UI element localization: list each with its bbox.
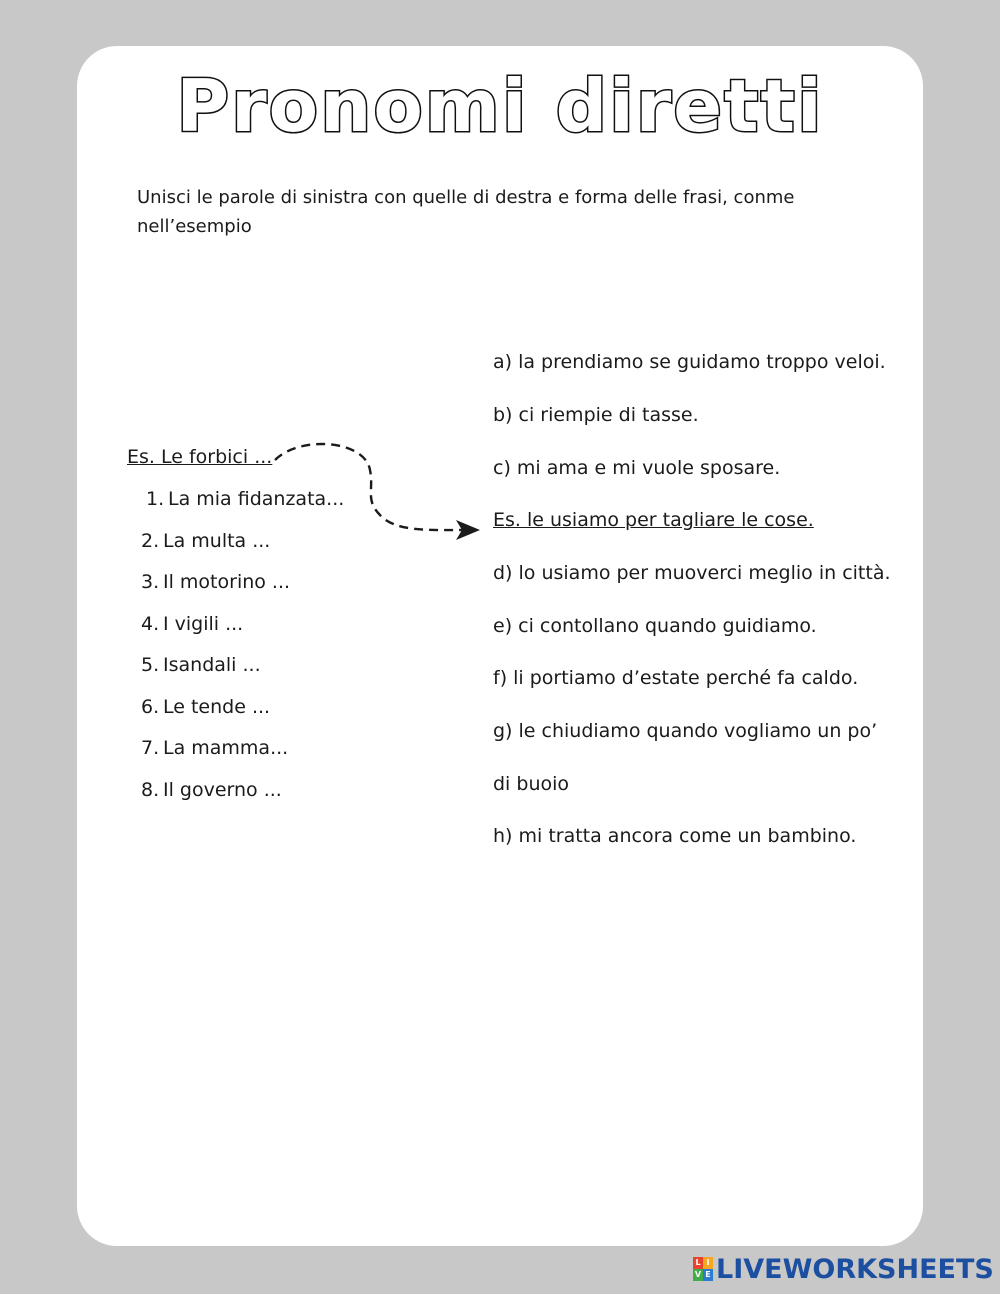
left-item[interactable] [141,737,288,759]
right-item[interactable]: c) mi ama e mi vuole sposare. [493,457,781,479]
left-example: Es. Le forbici ... [127,446,273,468]
logo-icon [693,1257,713,1281]
logo-letter: E [703,1269,713,1281]
item-text: Le tende ... [163,696,271,718]
item-number: 2. [141,530,160,552]
liveworksheets-logo [693,1252,994,1286]
right-item[interactable]: h) mi tratta ancora come un bambino. [493,825,857,847]
item-number: 4. [141,613,160,635]
right-item-continuation: di buoio [493,773,570,795]
example-connector-arrow [270,440,490,550]
item-number: 1. [146,488,165,510]
page-title: Pronomi diretti [176,64,824,148]
item-text: La mia fidanzata... [168,488,345,510]
left-item[interactable] [141,696,270,718]
right-item[interactable]: a) la prendiamo se guidamo troppo veloi. [493,351,886,373]
left-item[interactable] [141,654,261,676]
item-number: 8. [141,779,160,801]
item-number: 3. [141,571,160,593]
right-item[interactable]: e) ci contollano quando guidiamo. [493,615,817,637]
item-text: La mamma... [163,737,289,759]
instructions: Unisci le parole di sinistra con quelle di destra e forma delle frasi, conme nell’esempio [137,187,795,237]
item-text: Il motorino ... [163,571,291,593]
item-text: I vigili ... [163,613,244,635]
left-item[interactable] [141,571,290,593]
item-number: 5. [141,654,160,676]
logo-letter: L [693,1257,703,1269]
item-number: 7. [141,737,160,759]
item-text: La multa ... [163,530,271,552]
item-number: 6. [141,696,160,718]
right-item[interactable]: f) li portiamo d’estate perché fa caldo. [493,667,859,689]
logo-text: LIVEWORKSHEETS [716,1253,994,1285]
logo-letter: I [703,1257,713,1269]
logo-letter: V [694,1270,702,1279]
left-item[interactable] [141,613,243,635]
left-item[interactable] [141,530,270,552]
right-item[interactable]: d) lo usiamo per muoverci meglio in città. [493,562,891,584]
right-example: Es. le usiamo per tagliare le cose. [493,509,814,531]
left-item[interactable] [141,779,282,801]
right-item[interactable]: b) ci riempie di tasse. [493,404,699,426]
right-item[interactable]: g) le chiudiamo quando vogliamo un po’ [493,720,878,742]
item-text: Il governo ... [163,779,282,801]
item-text: Isandali ... [163,654,261,676]
